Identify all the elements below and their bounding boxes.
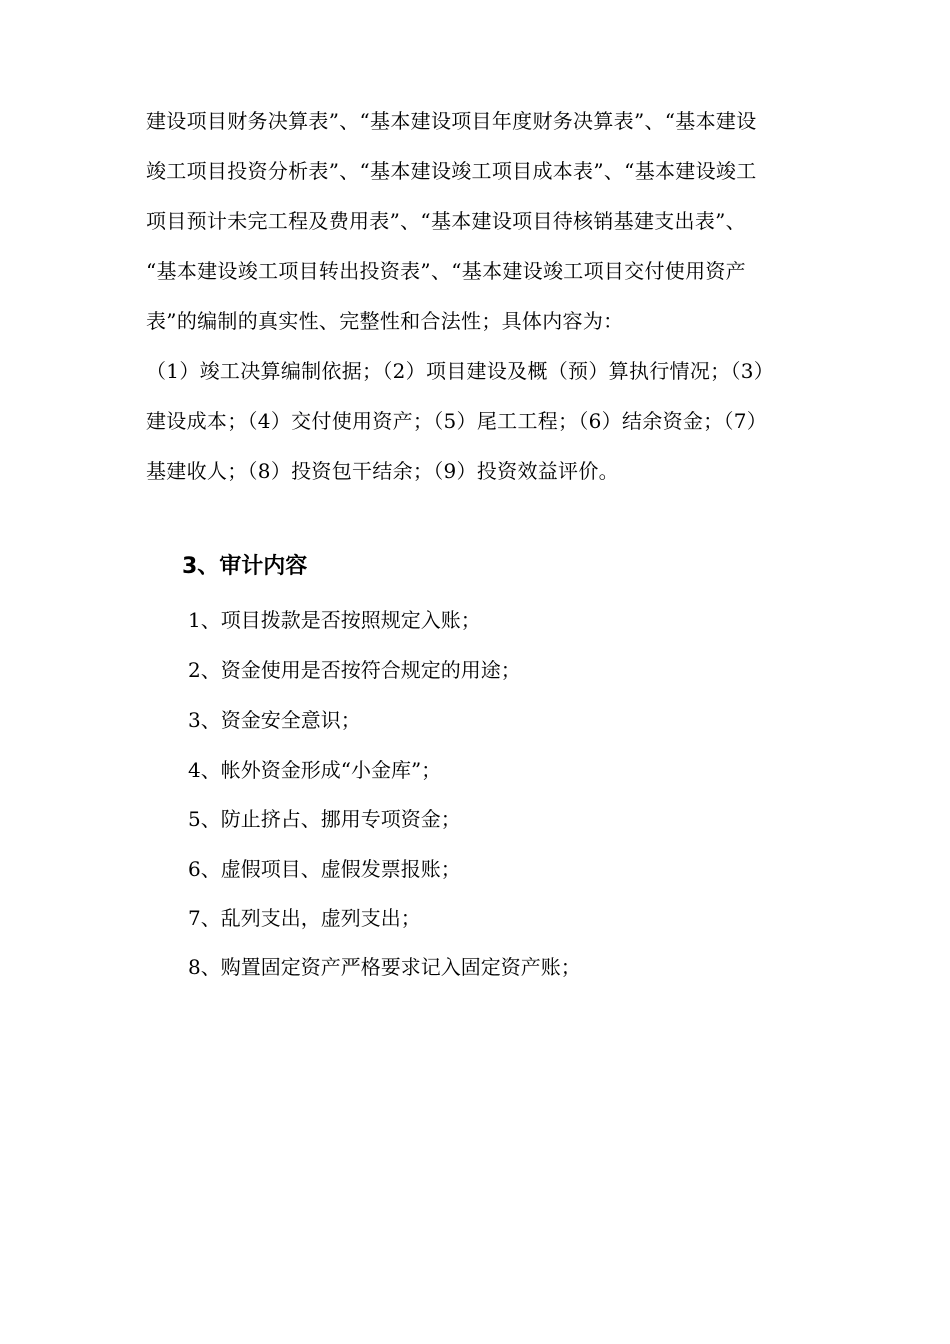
list-item: 8、购置固定资产严格要求记入固定资产账；	[188, 955, 581, 979]
list-item: 1、项目拨款是否按照规定入账；	[188, 608, 481, 632]
paragraph-line: 建设项目财务决算表”、“基本建设项目年度财务决算表”、“基本建设	[146, 109, 757, 133]
list-item: 6、虚假项目、虚假发票报账；	[188, 857, 461, 881]
paragraph-line: （1）竣工决算编制依据；（2）项目建设及概（预）算执行情况；（3）	[146, 359, 775, 383]
section-heading: 3、审计内容	[182, 554, 308, 579]
list-item: 7、乱列支出，虚列支出；	[188, 906, 421, 930]
paragraph-line: 项目预计未完工程及费用表”、“基本建设项目待核销基建支出表”、	[146, 209, 746, 233]
paragraph-line: “基本建设竣工项目转出投资表”、“基本建设竣工项目交付使用资产	[146, 259, 746, 283]
list-item: 4、帐外资金形成“小金库”；	[188, 758, 442, 782]
paragraph-line: 建设成本；（4）交付使用资产；（5）尾工工程；（6）结余资金；（7）	[146, 409, 768, 433]
list-item: 3、资金安全意识；	[188, 708, 361, 732]
list-item: 2、资金使用是否按符合规定的用途；	[188, 658, 521, 682]
paragraph-line: 表”的编制的真实性、完整性和合法性；具体内容为：	[146, 309, 624, 333]
paragraph-line: 基建收人；（8）投资包干结余；（9）投资效益评价。	[146, 459, 619, 483]
paragraph-line: 竣工项目投资分析表”、“基本建设竣工项目成本表”、“基本建设竣工	[146, 159, 757, 183]
list-item: 5、防止挤占、挪用专项资金；	[188, 807, 461, 831]
